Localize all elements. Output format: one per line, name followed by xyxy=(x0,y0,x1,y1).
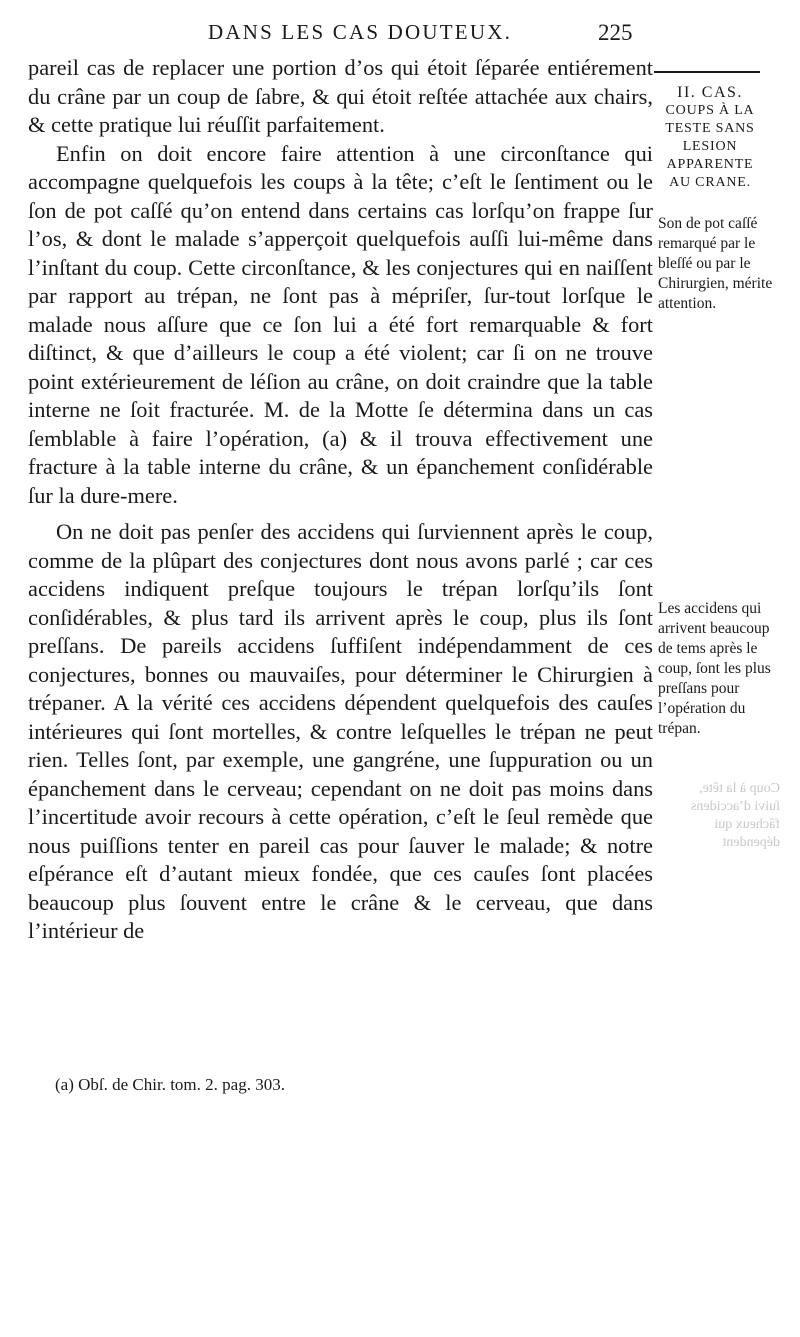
margin-note-accidens: Les accidens qui arrivent beaucoup de tems après le coup, ſont les plus preſſans pour l’opération du trépan. xyxy=(658,600,771,737)
margin-heading-rest: COUPS À LA TESTE SANS LESION APPARENTE AU CRANE. xyxy=(665,103,755,190)
paragraph-accidens: On ne doit pas penſer des accidens qui ſurviennent après le coup, comme de la plûpart des conjectures dont nous avons parlé ; car ces accidens indiquent preſque toujours le trépan lorſqu’ils ſont conſidérables, & plus tard ils arrivent après le coup, plus ils ſont preſſans. De pareils accidens ſuffiſent indépendamment de ces conjectures, bonnes ou mauvaiſes, pour déterminer le Chirurgien à trépaner. A la vérité ces accidens dépendent quelquefois des cauſes intérieures qui ſont mortelles, & contre leſquelles le trépan ne peut rien. Telles ſont, par exemple, une gangréne, une ſuppuration ou un épanchement dans le cerveau; cependant on ne doit pas moins dans l’incertitude avoir recours à cette opération, c’eſt le ſeul remède que nous puiſſions tenter en pareil cas pour ſauver le malade; & notre eſpérance eſt d’autant mieux fondée, que ces cauſes ſont placées beaucoup plus ſouvent entre le crâne & le cerveau, que dans l’intérieur de xyxy=(28,519,653,943)
footnote: (a) Obſ. de Chir. tom. 2. pag. 303. xyxy=(55,1075,285,1094)
margin-heading-line1: II. CAS. xyxy=(677,84,743,101)
running-head: DANS LES CAS DOUTEUX. xyxy=(207,20,513,44)
margin-rule xyxy=(654,71,760,73)
margin-section-heading xyxy=(655,84,765,192)
page-number: 225 xyxy=(598,20,633,45)
paragraph-pot-casse: Enfin on doit encore faire attention à une circonſtance qui accompagne quelquefois les coups à la tête; c’eſt le ſentiment ou le ſon de pot caſſé qu’on entend dans certains cas lorſqu’on frappe ſur l’os, & dont le malade s’apperçoit quelquefois auſſi lui-même dans l’inſtant du coup. Cette circonſtance, & les conjectures qui en naiſſent par rapport au trépan, ne ſont pas à mépriſer, ſur-tout lorſque le malade nous aſſure que ce ſon lui a été fort remarquable & fort diſtinct, & que d’ailleurs le coup a été violent; car ſi on ne trouve point extérieurement de léſion au crâne, on doit craindre que la table interne ne ſoit fracturée. M. de la Motte ſe détermina dans un cas ſemblable à faire l’opération, (a) & il trouva effectivement une fracture à la table interne du crâne, & un épanchement conſidérable ſur la dure-mere. xyxy=(28,140,653,508)
main-text-column xyxy=(28,54,653,946)
margin-note-pot-casse: Son de pot caſſé remarqué par le bleſſé ou par le Chirurgien, mérite attention. xyxy=(658,215,773,312)
paragraph-continuation: pareil cas de replacer une portion d’os qui étoit ſéparée entiérement du crâne par un coup de ſabre, & qui étoit reſtée attachée aux chairs, & cette pratique lui réuſſit parfaitement. xyxy=(28,55,653,137)
show-through-text: Coup à la tête, ſuivi d’accidens fâcheux qui dépendent xyxy=(690,781,780,850)
